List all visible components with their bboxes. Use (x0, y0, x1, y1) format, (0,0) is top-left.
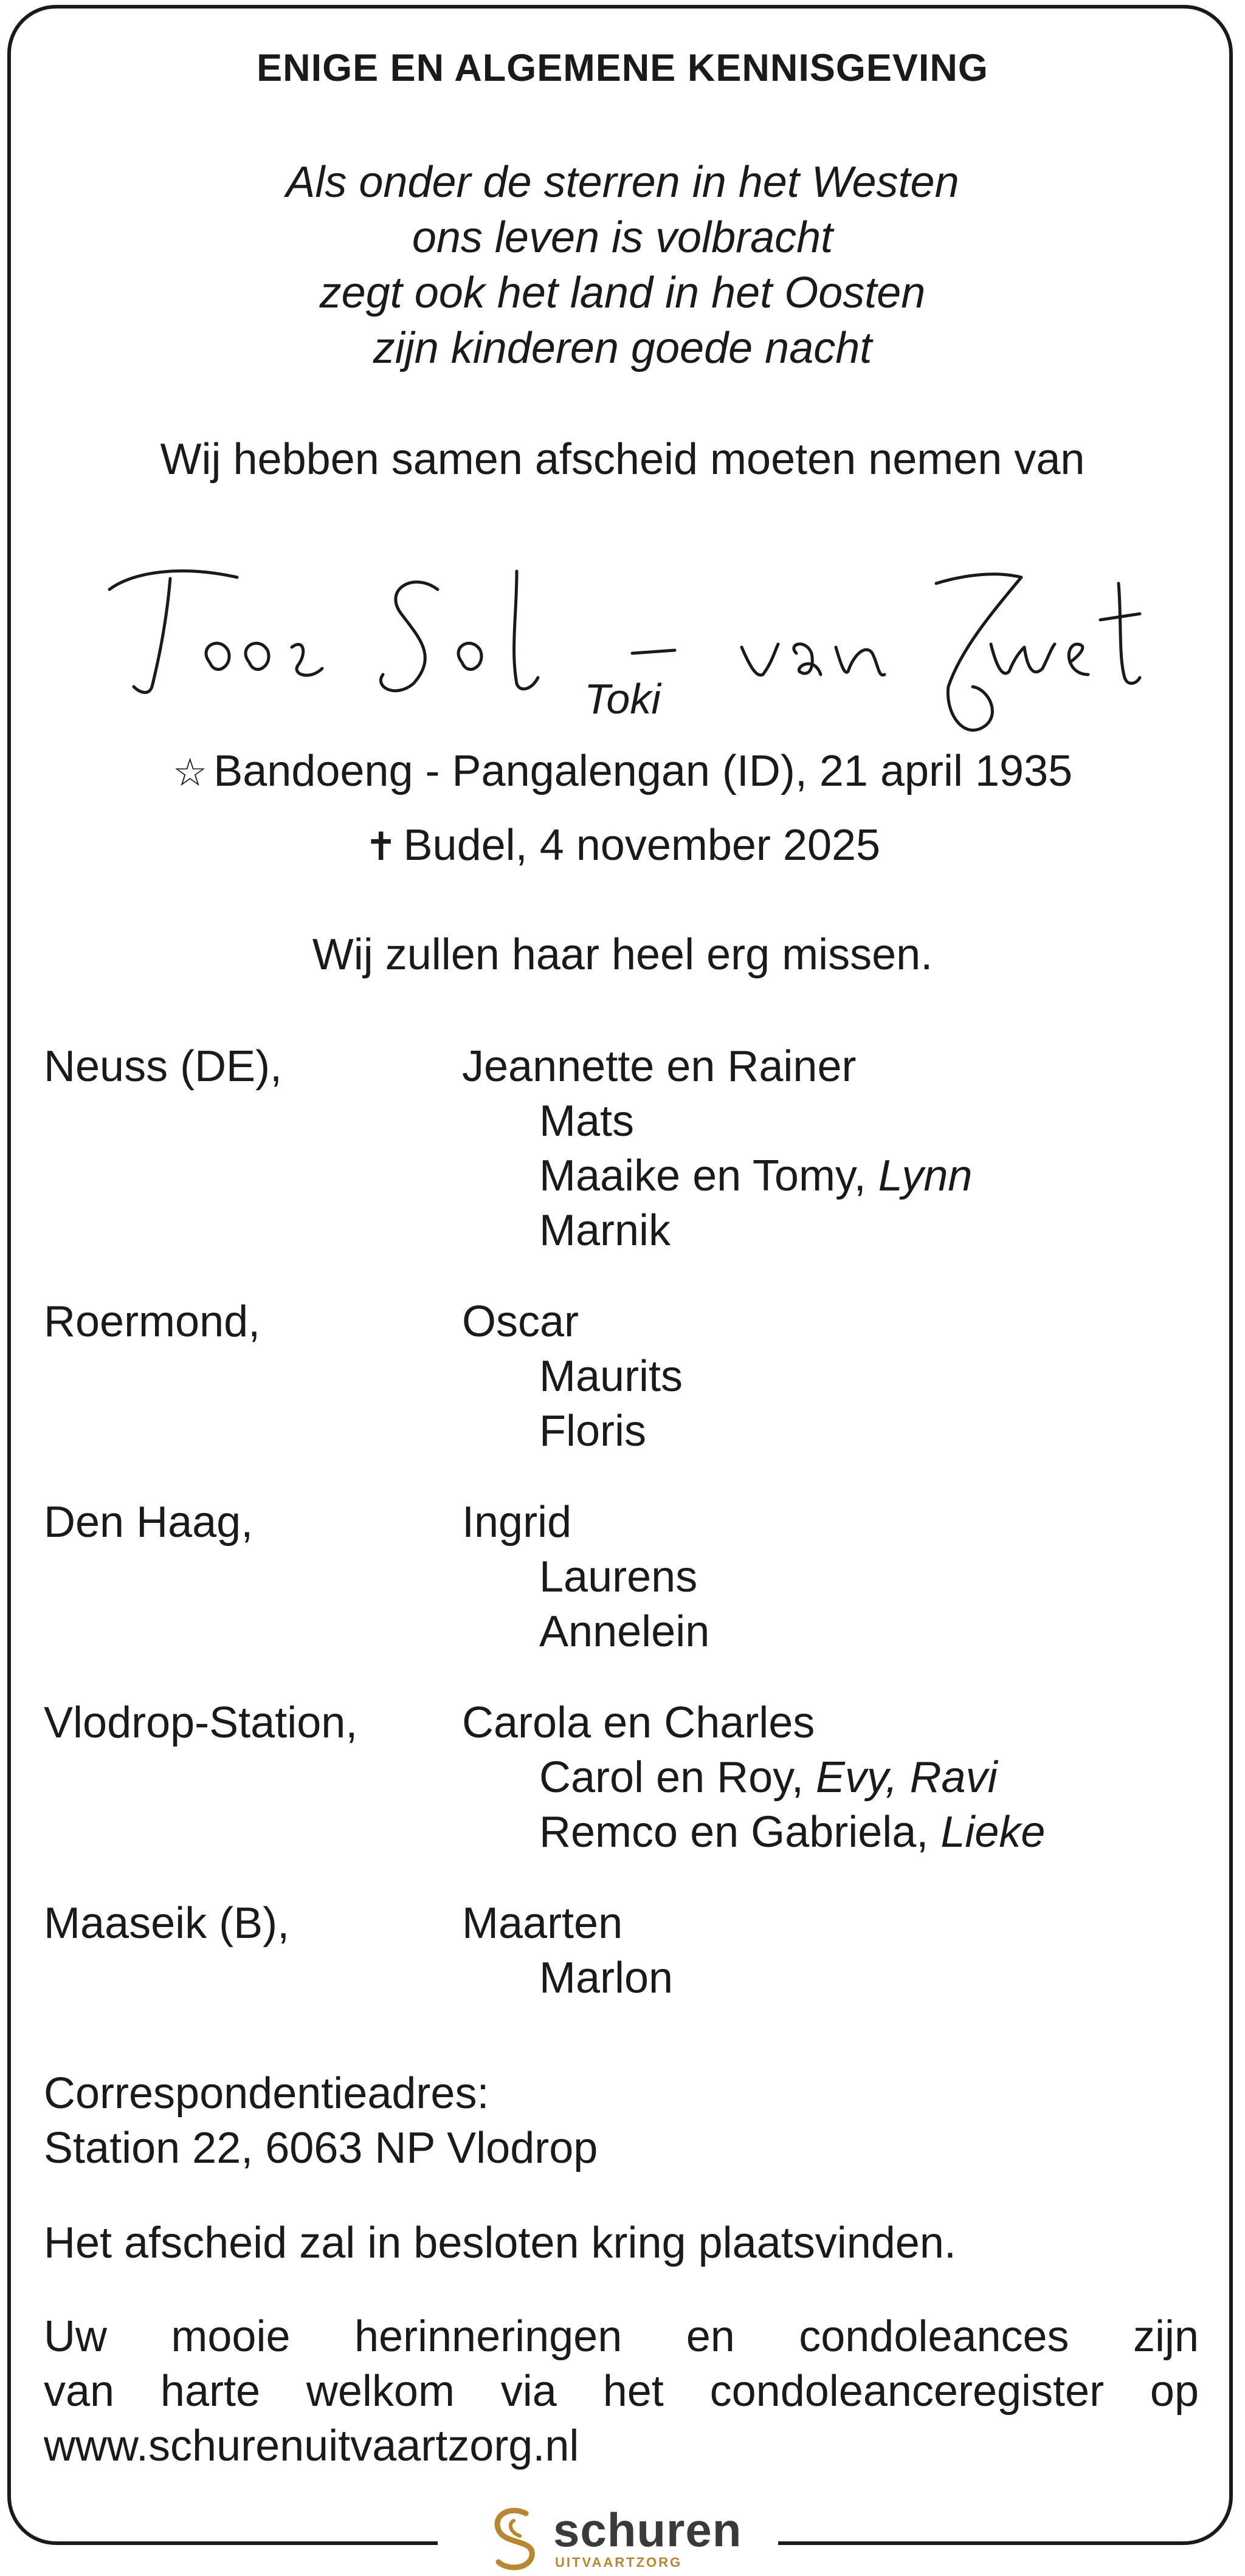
grandchild: Marlon (539, 1954, 674, 2002)
correspondence-label: Correspondentieadres: (44, 2069, 489, 2118)
grandchild: Carol en Roy, Evy, Ravi (539, 1753, 998, 1802)
birth-details: Bandoeng - Pangalengan (ID), 21 april 1935 (213, 747, 1073, 795)
family-name: Oscar (462, 1297, 579, 1346)
poem-line: Als onder de sterren in het Westen (286, 158, 959, 207)
family-place: Den Haag, (44, 1498, 253, 1547)
intro-text: Wij hebben samen afscheid moeten nemen van (160, 435, 1085, 484)
family-place: Neuss (DE), (44, 1042, 283, 1091)
star-icon: ☆ (172, 750, 208, 794)
notice-heading: ENIGE EN ALGEMENE KENNISGEVING (257, 47, 988, 89)
nickname: Toki (584, 675, 661, 723)
family-group (44, 1896, 1199, 2005)
correspondence-address (44, 2066, 598, 2176)
grandchild: Marnik (539, 1206, 671, 1255)
family-place: Roermond, (44, 1297, 261, 1346)
poem-line: zijn kinderen goede nacht (373, 324, 872, 373)
condolence-text (44, 2309, 1199, 2473)
family-group (44, 1495, 1199, 1659)
private-ceremony-note: Het afscheid zal in besloten kring plaatsvinden. (44, 2219, 956, 2267)
logo-wordmark: schuren (553, 2503, 742, 2557)
schuren-logo (483, 2502, 769, 2573)
grandchild: Maaike en Tomy, Lynn (539, 1152, 973, 1200)
grandchild: Maurits (539, 1352, 683, 1401)
grandchild: Mats (539, 1097, 635, 1145)
family-place: Maaseik (B), (44, 1899, 290, 1948)
condolence-website-link[interactable]: www.schurenuitvaartzorg.nl (44, 2422, 579, 2470)
death-details: Budel, 4 november 2025 (403, 821, 881, 870)
family-name: Jeannette en Rainer (462, 1042, 857, 1091)
logo-subtitle: UITVAARTZORG (555, 2555, 683, 2570)
poem-line: zegt ook het land in het Oosten (319, 269, 926, 317)
family-group (44, 1294, 1199, 1458)
grandchild: Remco en Gabriela, Lieke (539, 1808, 1046, 1856)
family-name: Maarten (462, 1899, 623, 1948)
family-place: Vlodrop-Station, (44, 1698, 358, 1747)
birth-line (0, 746, 1245, 796)
poem (0, 155, 1245, 376)
family-list (44, 1039, 1199, 2042)
correspondence-value: Station 22, 6063 NP Vlodrop (44, 2124, 598, 2172)
miss-text: Wij zullen haar heel erg missen. (312, 930, 933, 979)
family-name: Ingrid (462, 1498, 572, 1547)
family-group (44, 1039, 1199, 1258)
poem-line: ons leven is volbracht (412, 213, 833, 262)
cross-icon: ✝ (364, 825, 398, 868)
family-name: Carola en Charles (462, 1698, 815, 1747)
condolence-line: van harte welkom via het condoleanceregister op (44, 2367, 1199, 2416)
condolence-line: Uw mooie herinneringen en condoleances zijn (44, 2312, 1199, 2361)
family-group (44, 1695, 1199, 1860)
grandchild: Laurens (539, 1553, 698, 1601)
grandchild: Annelein (539, 1607, 710, 1656)
grandchild: Floris (539, 1407, 646, 1455)
death-line (0, 820, 1245, 870)
schuren-s-icon (483, 2502, 550, 2573)
